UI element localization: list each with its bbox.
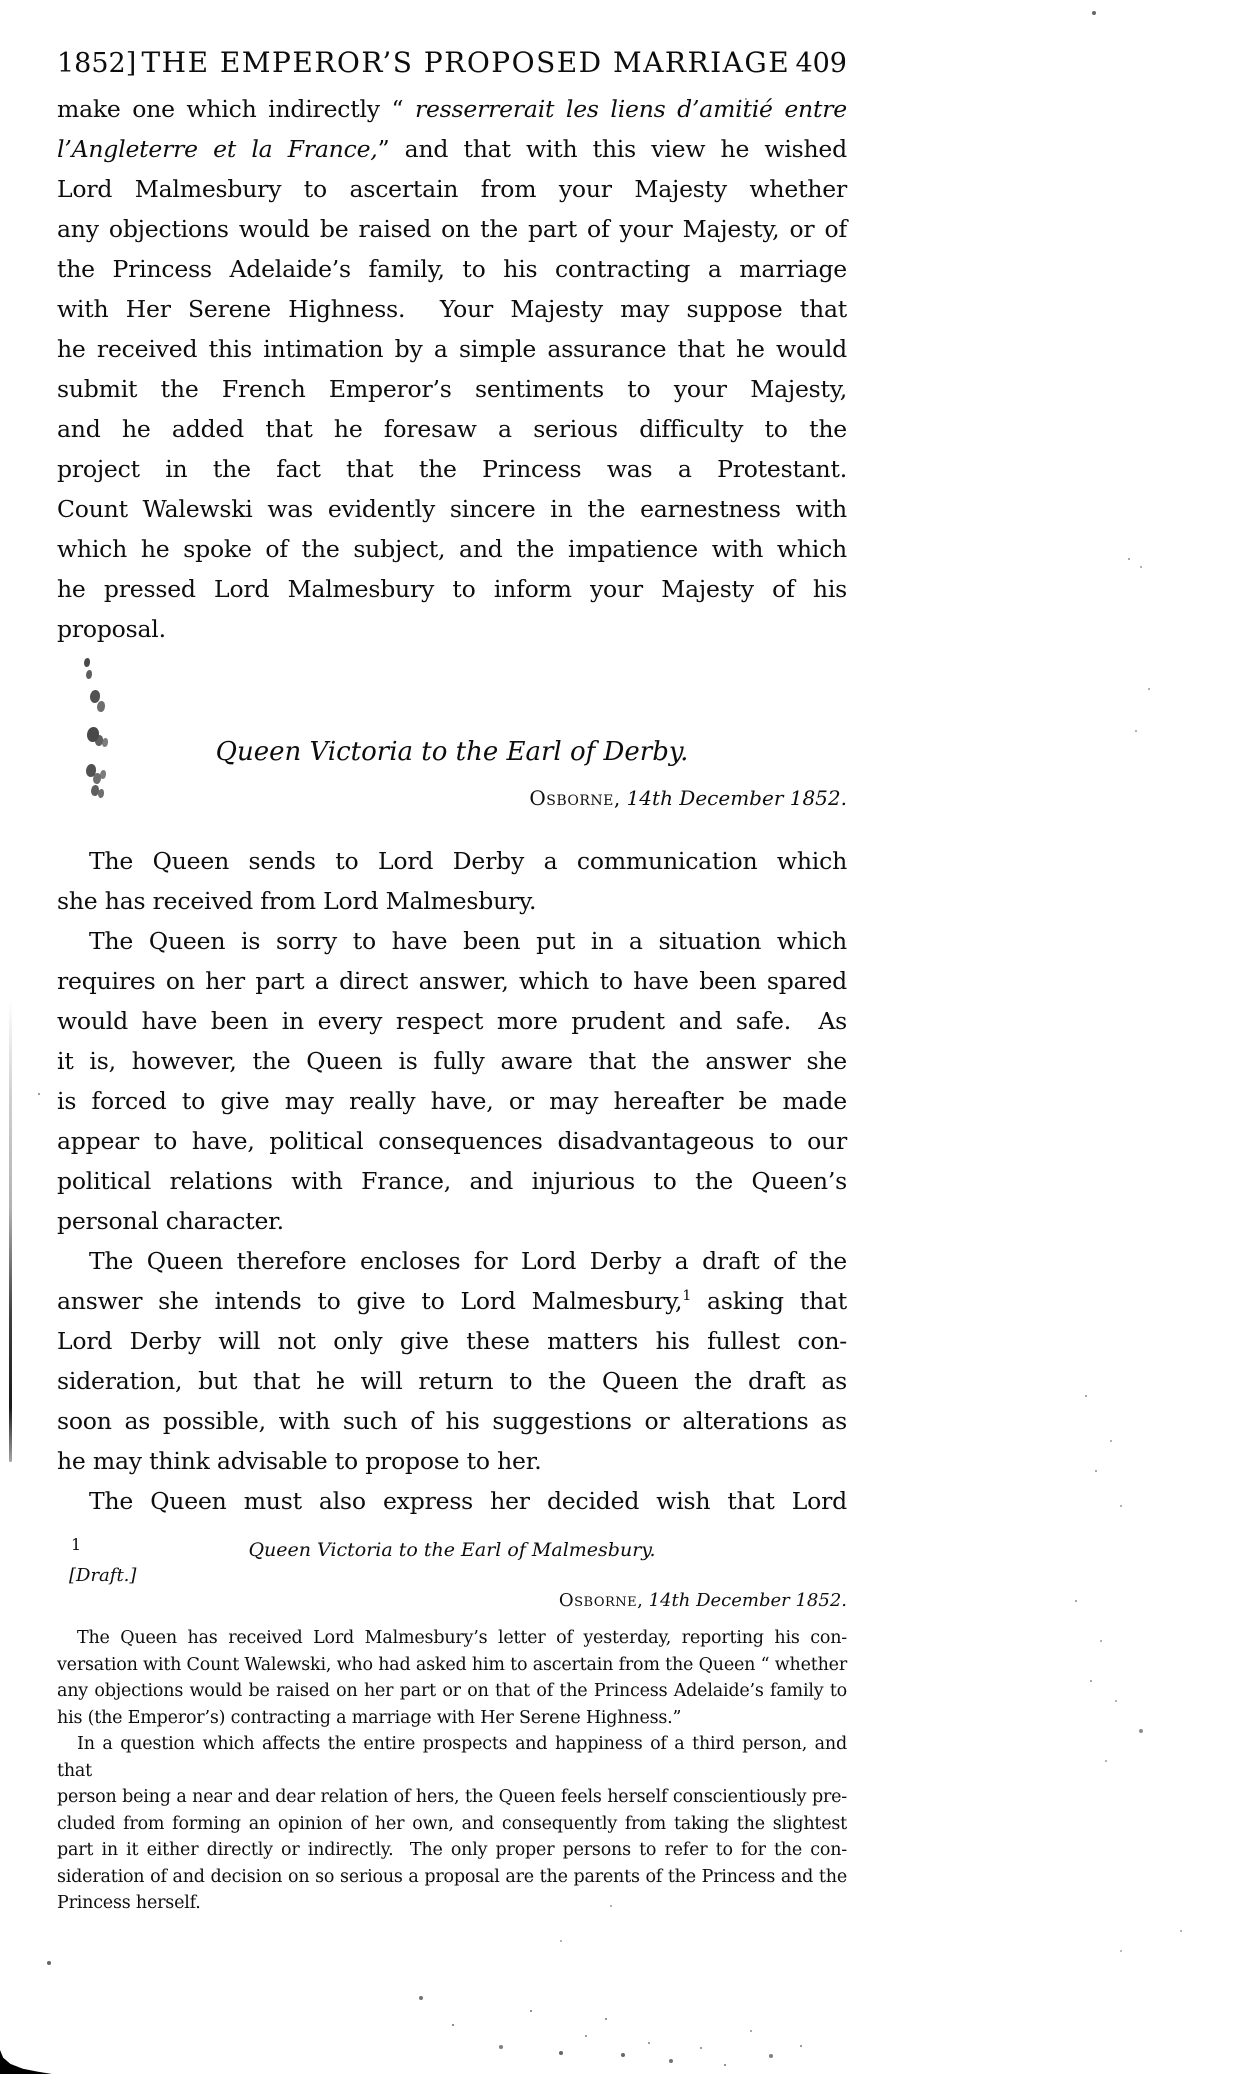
letter-heading — [57, 735, 847, 769]
text-line — [57, 1161, 847, 1201]
text-line — [57, 369, 847, 409]
text-line — [57, 1678, 847, 1705]
paragraph — [57, 1731, 847, 1917]
text-line — [57, 1241, 847, 1281]
text-segment: requires on her part a direct answer, which to have been spared — [57, 967, 847, 995]
text-segment: any objections would be raised on the part of your Majesty, or of — [57, 215, 847, 243]
text-segment: ” and that with this view he wished — [377, 135, 847, 163]
text-segment: part in it either directly or indirectly. The only proper persons to refer to for the con- — [57, 1840, 847, 1860]
text-line — [57, 1081, 847, 1121]
text-line — [57, 329, 847, 369]
text-segment: Count Walewski was evidently sincere in the earnestness with — [57, 495, 847, 523]
text-segment: asking that — [691, 1287, 847, 1315]
text-segment: Princess herself. — [57, 1893, 201, 1913]
text-segment: versation with Count Walewski, who had asked him to ascertain from the Queen “ whether — [57, 1654, 847, 1675]
text-segment: The Queen sends to Lord Derby a communication which — [89, 847, 847, 875]
text-line — [57, 249, 847, 289]
text-segment: project in the fact that the Princess was a Protestant. — [57, 455, 847, 483]
text-line — [57, 1811, 847, 1838]
text-segment: any objections would be raised on her part or on that of the Princess Adelaide’s family to — [57, 1681, 847, 1701]
paragraph — [57, 921, 847, 1241]
text-segment: he may think advisable to propose to her. — [57, 1447, 542, 1475]
draft-label — [69, 1563, 847, 1589]
scan-margin-line — [9, 1000, 12, 1462]
text-segment: submit the French Emperor’s sentiments to your Majesty, — [57, 375, 847, 403]
text-segment: 1 — [682, 1288, 692, 1305]
text-segment: Lord Derby will not only give these matters his fullest con- — [57, 1327, 847, 1355]
text-line — [57, 209, 847, 249]
text-segment: The Queen is sorry to have been put in a situation which — [89, 927, 847, 955]
text-segment: In a question which affects the entire prospects and happiness of a third person, and that — [57, 1734, 847, 1781]
text-line — [57, 1401, 847, 1441]
text-segment: l’Angleterre et la France, — [57, 135, 378, 163]
text-line — [57, 449, 847, 489]
text-segment: his (the Emperor’s) contracting a marriage with Her Serene Highness.” — [57, 1707, 682, 1728]
text-line — [57, 89, 847, 129]
text-segment: [Draft.] — [69, 1565, 137, 1586]
text-line — [57, 1281, 847, 1321]
dateline — [57, 785, 847, 811]
paragraph — [57, 1625, 847, 1731]
paragraph — [57, 1481, 847, 1521]
paragraph — [57, 89, 847, 649]
text-segment: make one which indirectly “ — [57, 95, 415, 123]
text-segment: 14th December 1852. — [648, 1590, 847, 1611]
text-segment: answer she intends to give to Lord Malmesbury, — [57, 1287, 683, 1315]
text-line — [57, 169, 847, 209]
text-segment: Lord Malmesbury to ascertain from your Majesty whether — [57, 175, 847, 203]
text-line — [57, 1001, 847, 1041]
text-segment: political relations with France, and injurious to the Queen’s — [57, 1167, 847, 1195]
text-line — [57, 1321, 847, 1361]
text-segment: soon as possible, with such of his suggestions or alterations as — [57, 1407, 847, 1435]
text-segment: would have been in every respect more prudent and safe. As — [57, 1007, 847, 1035]
text-line — [57, 609, 847, 649]
text-line — [57, 1441, 847, 1481]
text-segment: Queen Victoria to the Earl of Derby. — [215, 737, 689, 767]
text-line — [57, 529, 847, 569]
text-segment: The Queen therefore encloses for Lord Derby a draft of the — [89, 1247, 847, 1275]
footnote-title — [57, 1537, 847, 1563]
text-line — [57, 1652, 847, 1679]
page-title: THE EMPEROR’S PROPOSED MARRIAGE — [141, 46, 791, 79]
text-line — [57, 961, 847, 1001]
text-line — [57, 1121, 847, 1161]
page-number: 409 — [795, 48, 847, 79]
text-line — [57, 1361, 847, 1401]
scan-corner-artifact — [0, 2050, 52, 2074]
text-column — [57, 46, 847, 1917]
text-line — [57, 489, 847, 529]
footnote-heading — [57, 1537, 847, 1563]
text-line — [57, 1864, 847, 1891]
text-segment: with Her Serene Highness. Your Majesty may suppose that — [57, 295, 847, 323]
text-line — [57, 1481, 847, 1521]
text-segment: 14th December 1852. — [626, 786, 847, 810]
text-segment: The Queen has received Lord Malmesbury’s letter of yesterday, reporting his con- — [77, 1628, 847, 1648]
text-segment: , — [613, 786, 627, 810]
text-line — [57, 1041, 847, 1081]
text-segment: he received this intimation by a simple assurance that he would — [57, 335, 847, 363]
text-line — [57, 409, 847, 449]
header-year: 1852] — [57, 48, 137, 79]
text-segment: is forced to give may really have, or may hereafter be made — [57, 1087, 847, 1115]
text-segment: proposal. — [57, 615, 166, 643]
text-line — [57, 881, 847, 921]
text-line — [57, 921, 847, 961]
text-segment: she has received from Lord Malmesbury. — [57, 887, 537, 915]
text-line — [57, 1890, 847, 1917]
text-line — [57, 129, 847, 169]
text-line — [57, 1201, 847, 1241]
paragraph — [57, 841, 847, 921]
text-segment: person being a near and dear relation of hers, the Queen feels herself conscientiously pre- — [57, 1787, 847, 1807]
text-line — [57, 1837, 847, 1864]
paragraph — [57, 1241, 847, 1481]
text-segment: sideration, but that he will return to the Queen the draft as — [57, 1367, 847, 1395]
footnote-marker: 1 — [71, 1535, 82, 1554]
text-line — [57, 289, 847, 329]
text-segment: personal character. — [57, 1207, 284, 1235]
text-segment: sideration of and decision on so serious a proposal are the parents of the Princess and the — [57, 1866, 847, 1887]
text-segment: The Queen must also express her decided wish that Lord — [89, 1487, 847, 1515]
text-line — [57, 1705, 847, 1732]
text-segment: it is, however, the Queen is fully aware that the answer she — [57, 1047, 847, 1075]
text-segment: the Princess Adelaide’s family, to his contracting a marriage — [57, 255, 847, 283]
text-segment: appear to have, political consequences disadvantageous to our — [57, 1127, 847, 1155]
text-segment: Osborne — [558, 1590, 638, 1611]
text-line — [57, 1625, 847, 1652]
text-segment: resserrerait les liens d’amitié entre — [414, 95, 847, 123]
dateline — [57, 1589, 847, 1613]
text-line — [57, 569, 847, 609]
text-line — [57, 1731, 847, 1784]
text-segment: Osborne — [529, 786, 614, 810]
text-line — [57, 841, 847, 881]
text-segment: he pressed Lord Malmesbury to inform your Majesty of his — [57, 575, 847, 603]
text-line — [57, 1784, 847, 1811]
text-segment: and he added that he foresaw a serious difficulty to the — [57, 415, 847, 443]
text-segment: which he spoke of the subject, and the impatience with which — [57, 535, 847, 563]
ink-specks — [0, 0, 2, 2]
text-segment: Queen Victoria to the Earl of Malmesbury. — [248, 1539, 656, 1561]
text-segment: cluded from forming an opinion of her own, and consequently from taking the slightest — [57, 1813, 847, 1834]
text-segment: , — [637, 1590, 649, 1611]
page-header — [57, 46, 847, 81]
